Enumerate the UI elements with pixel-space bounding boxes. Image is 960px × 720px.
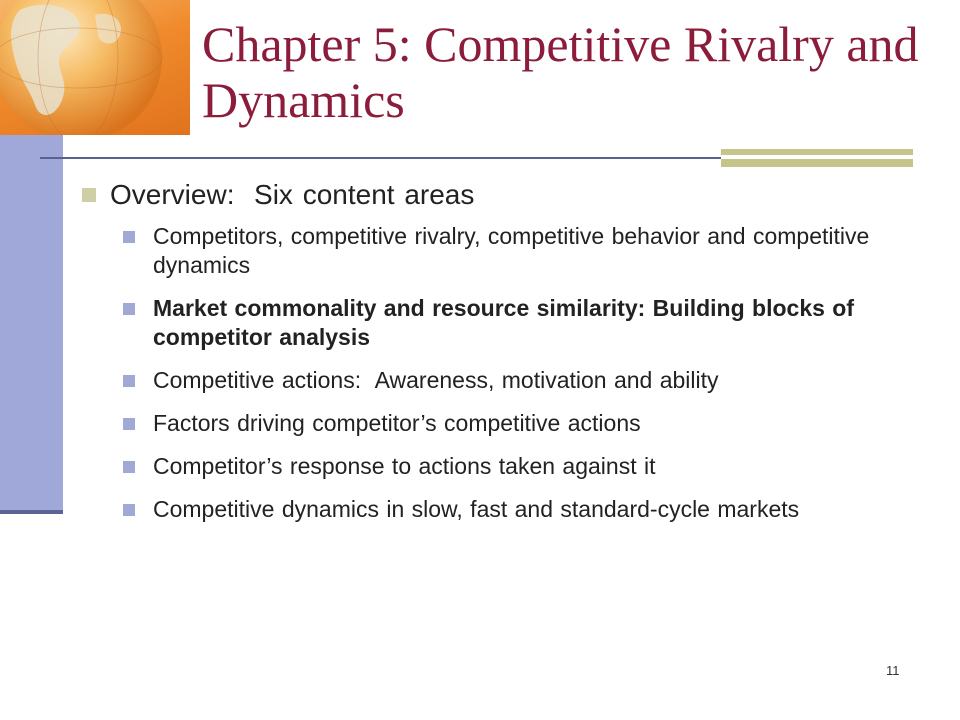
list-item — [82, 452, 942, 481]
list-item-text: Factors driving competitor’s competitive actions — [153, 410, 641, 436]
list-item — [82, 294, 942, 352]
list-item — [82, 409, 942, 438]
list-item-text: Market commonality and resource similarity: Building blocks of competitor analysis — [153, 295, 854, 350]
list-item — [82, 366, 942, 395]
list-item — [82, 222, 942, 280]
page-number: 11 — [886, 663, 900, 678]
overview-bullet — [82, 178, 942, 212]
list-item — [82, 495, 942, 524]
square-bullet-icon — [123, 375, 135, 387]
square-bullet-icon — [123, 231, 135, 243]
slide-title: Chapter 5: Competitive Rivalry and Dynamics — [202, 16, 919, 128]
list-item-text: Competitors, competitive rivalry, competitive behavior and competitive dynamics — [153, 223, 870, 278]
title-divider-accent — [721, 149, 913, 167]
square-bullet-icon — [82, 188, 96, 202]
square-bullet-icon — [123, 461, 135, 473]
globe-decoration — [0, 0, 190, 135]
list-item-text: Competitor’s response to actions taken against it — [153, 453, 656, 479]
left-bar-shadow — [0, 510, 63, 514]
list-item-text: Competitive actions: Awareness, motivation and ability — [153, 367, 719, 393]
globe-icon — [0, 0, 190, 135]
square-bullet-icon — [123, 418, 135, 430]
square-bullet-icon — [123, 504, 135, 516]
left-decorative-bar — [0, 135, 63, 513]
square-bullet-icon — [123, 303, 135, 315]
list-item-text: Competitive dynamics in slow, fast and standard-cycle markets — [153, 496, 800, 522]
slide-body — [82, 178, 942, 538]
overview-text: Overview: Six content areas — [110, 179, 475, 210]
